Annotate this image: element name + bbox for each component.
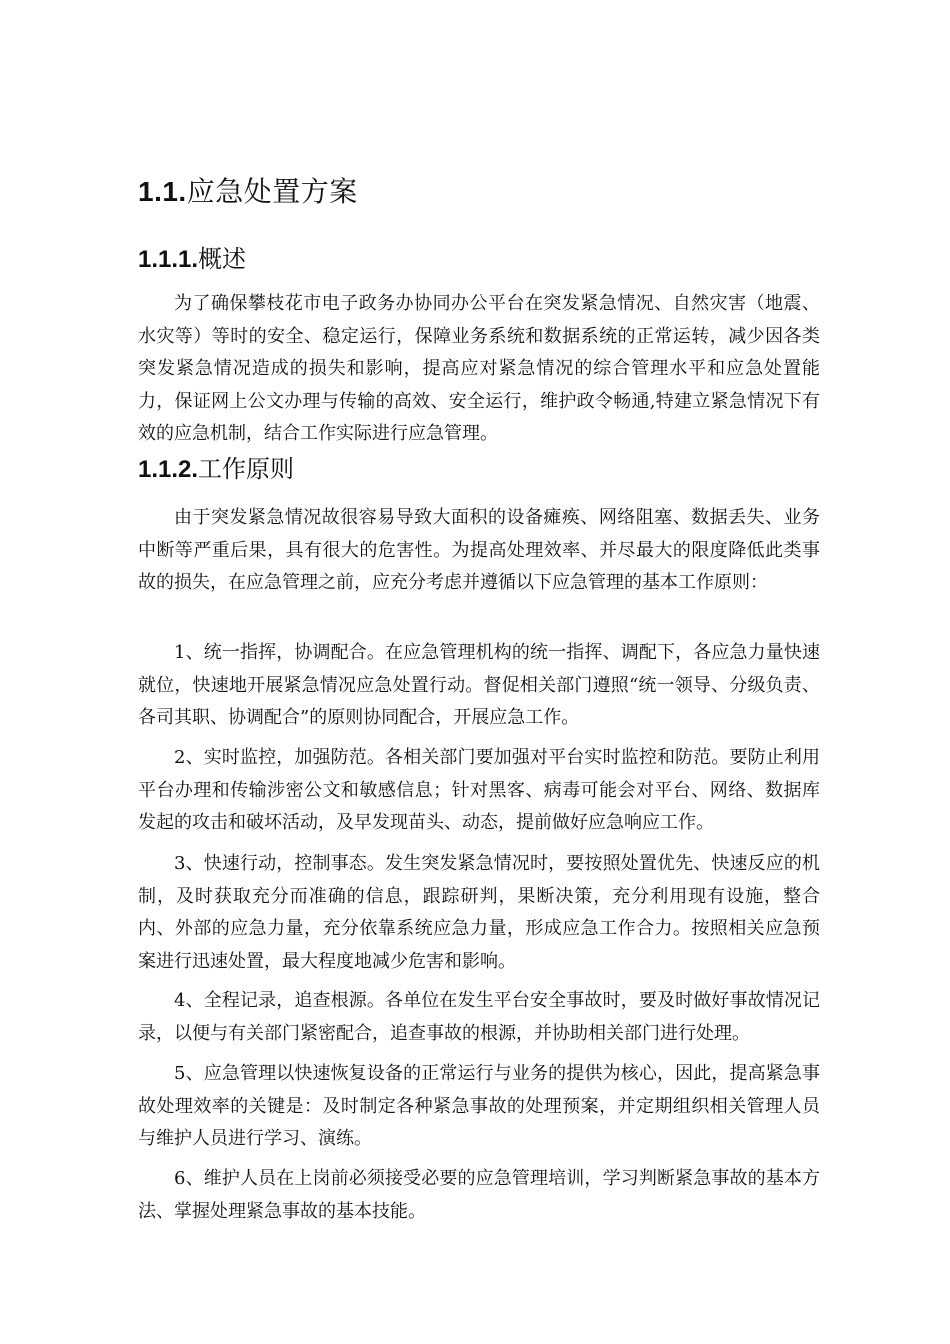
principle-item-2: 2、实时监控，加强防范。各相关部门要加强对平台实时监控和防范。要防止利用平台办理和传输涉密公文和敏感信息；针对黑客、病毒可能会对平台、网络、数据库发起的攻击和破坏活动，及早发现苗头、动态，提前做好应急响应工作。	[138, 747, 820, 833]
principles-heading	[138, 452, 294, 487]
principle-item-4: 4、全程记录，追查根源。各单位在发生平台安全事故时，要及时做好事故情况记录，以便与有关部门紧密配合，追查事故的根源，并协助相关部门进行处理。	[138, 990, 820, 1044]
principle-item-5: 5、应急管理以快速恢复设备的正常运行与业务的提供为核心，因此，提高紧急事故处理效率的关键是：及时制定各种紧急事故的处理预案，并定期组织相关管理人员与维护人员进行学习、演练。	[138, 1063, 820, 1149]
principles-intro: 由于突发紧急情况故很容易导致大面积的设备瘫痪、网络阻塞、数据丢失、业务中断等严重后果，具有很大的危害性。为提高处理效率、并尽最大的限度降低此类事故的损失，在应急管理之前，应充分考虑并遵循以下应急管理的基本工作原则：	[138, 507, 820, 593]
section-number: 1.1.	[138, 176, 187, 207]
principle-item-3: 3、快速行动，控制事态。发生突发紧急情况时，要按照处置优先、快速反应的机制，及时获取充分而准确的信息，跟踪研判，果断决策，充分利用现有设施，整合内、外部的应急力量，充分依靠系统应急力量，形成应急工作合力。按照相关应急预案进行迅速处置，最大程度地减少危害和影响。	[138, 853, 820, 972]
principle-item-6: 6、维护人员在上岗前必须接受必要的应急管理培训，学习判断紧急事故的基本方法、掌握处理紧急事故的基本技能。	[138, 1168, 820, 1222]
overview-number: 1.1.1.	[138, 246, 199, 273]
overview-paragraph: 为了确保攀枝花市电子政务办协同办公平台在突发紧急情况、自然灾害（地震、水灾等）等时的安全、稳定运行，保障业务系统和数据系统的正常运转，减少因各类突发紧急情况造成的损失和影响，提高应对紧急情况的综合管理水平和应急处置能力，保证网上公文办理与传输的高效、安全运行，维护政令畅通,特建立紧急情况下有效的应急机制，结合工作实际进行应急管理。	[138, 293, 820, 444]
principles-number: 1.1.2.	[138, 456, 199, 483]
overview-heading	[138, 242, 246, 277]
principle-item-1: 1、统一指挥，协调配合。在应急管理机构的统一指挥、调配下，各应急力量快速就位，快速地开展紧急情况应急处置行动。督促相关部门遵照“统一领导、分级负责、各司其职、协调配合”的原则协同配合，开展应急工作。	[138, 642, 820, 728]
section-heading	[138, 172, 358, 212]
section-title: 应急处置方案	[186, 175, 358, 208]
overview-title: 概述	[198, 245, 247, 273]
principles-title: 工作原则	[198, 455, 295, 483]
